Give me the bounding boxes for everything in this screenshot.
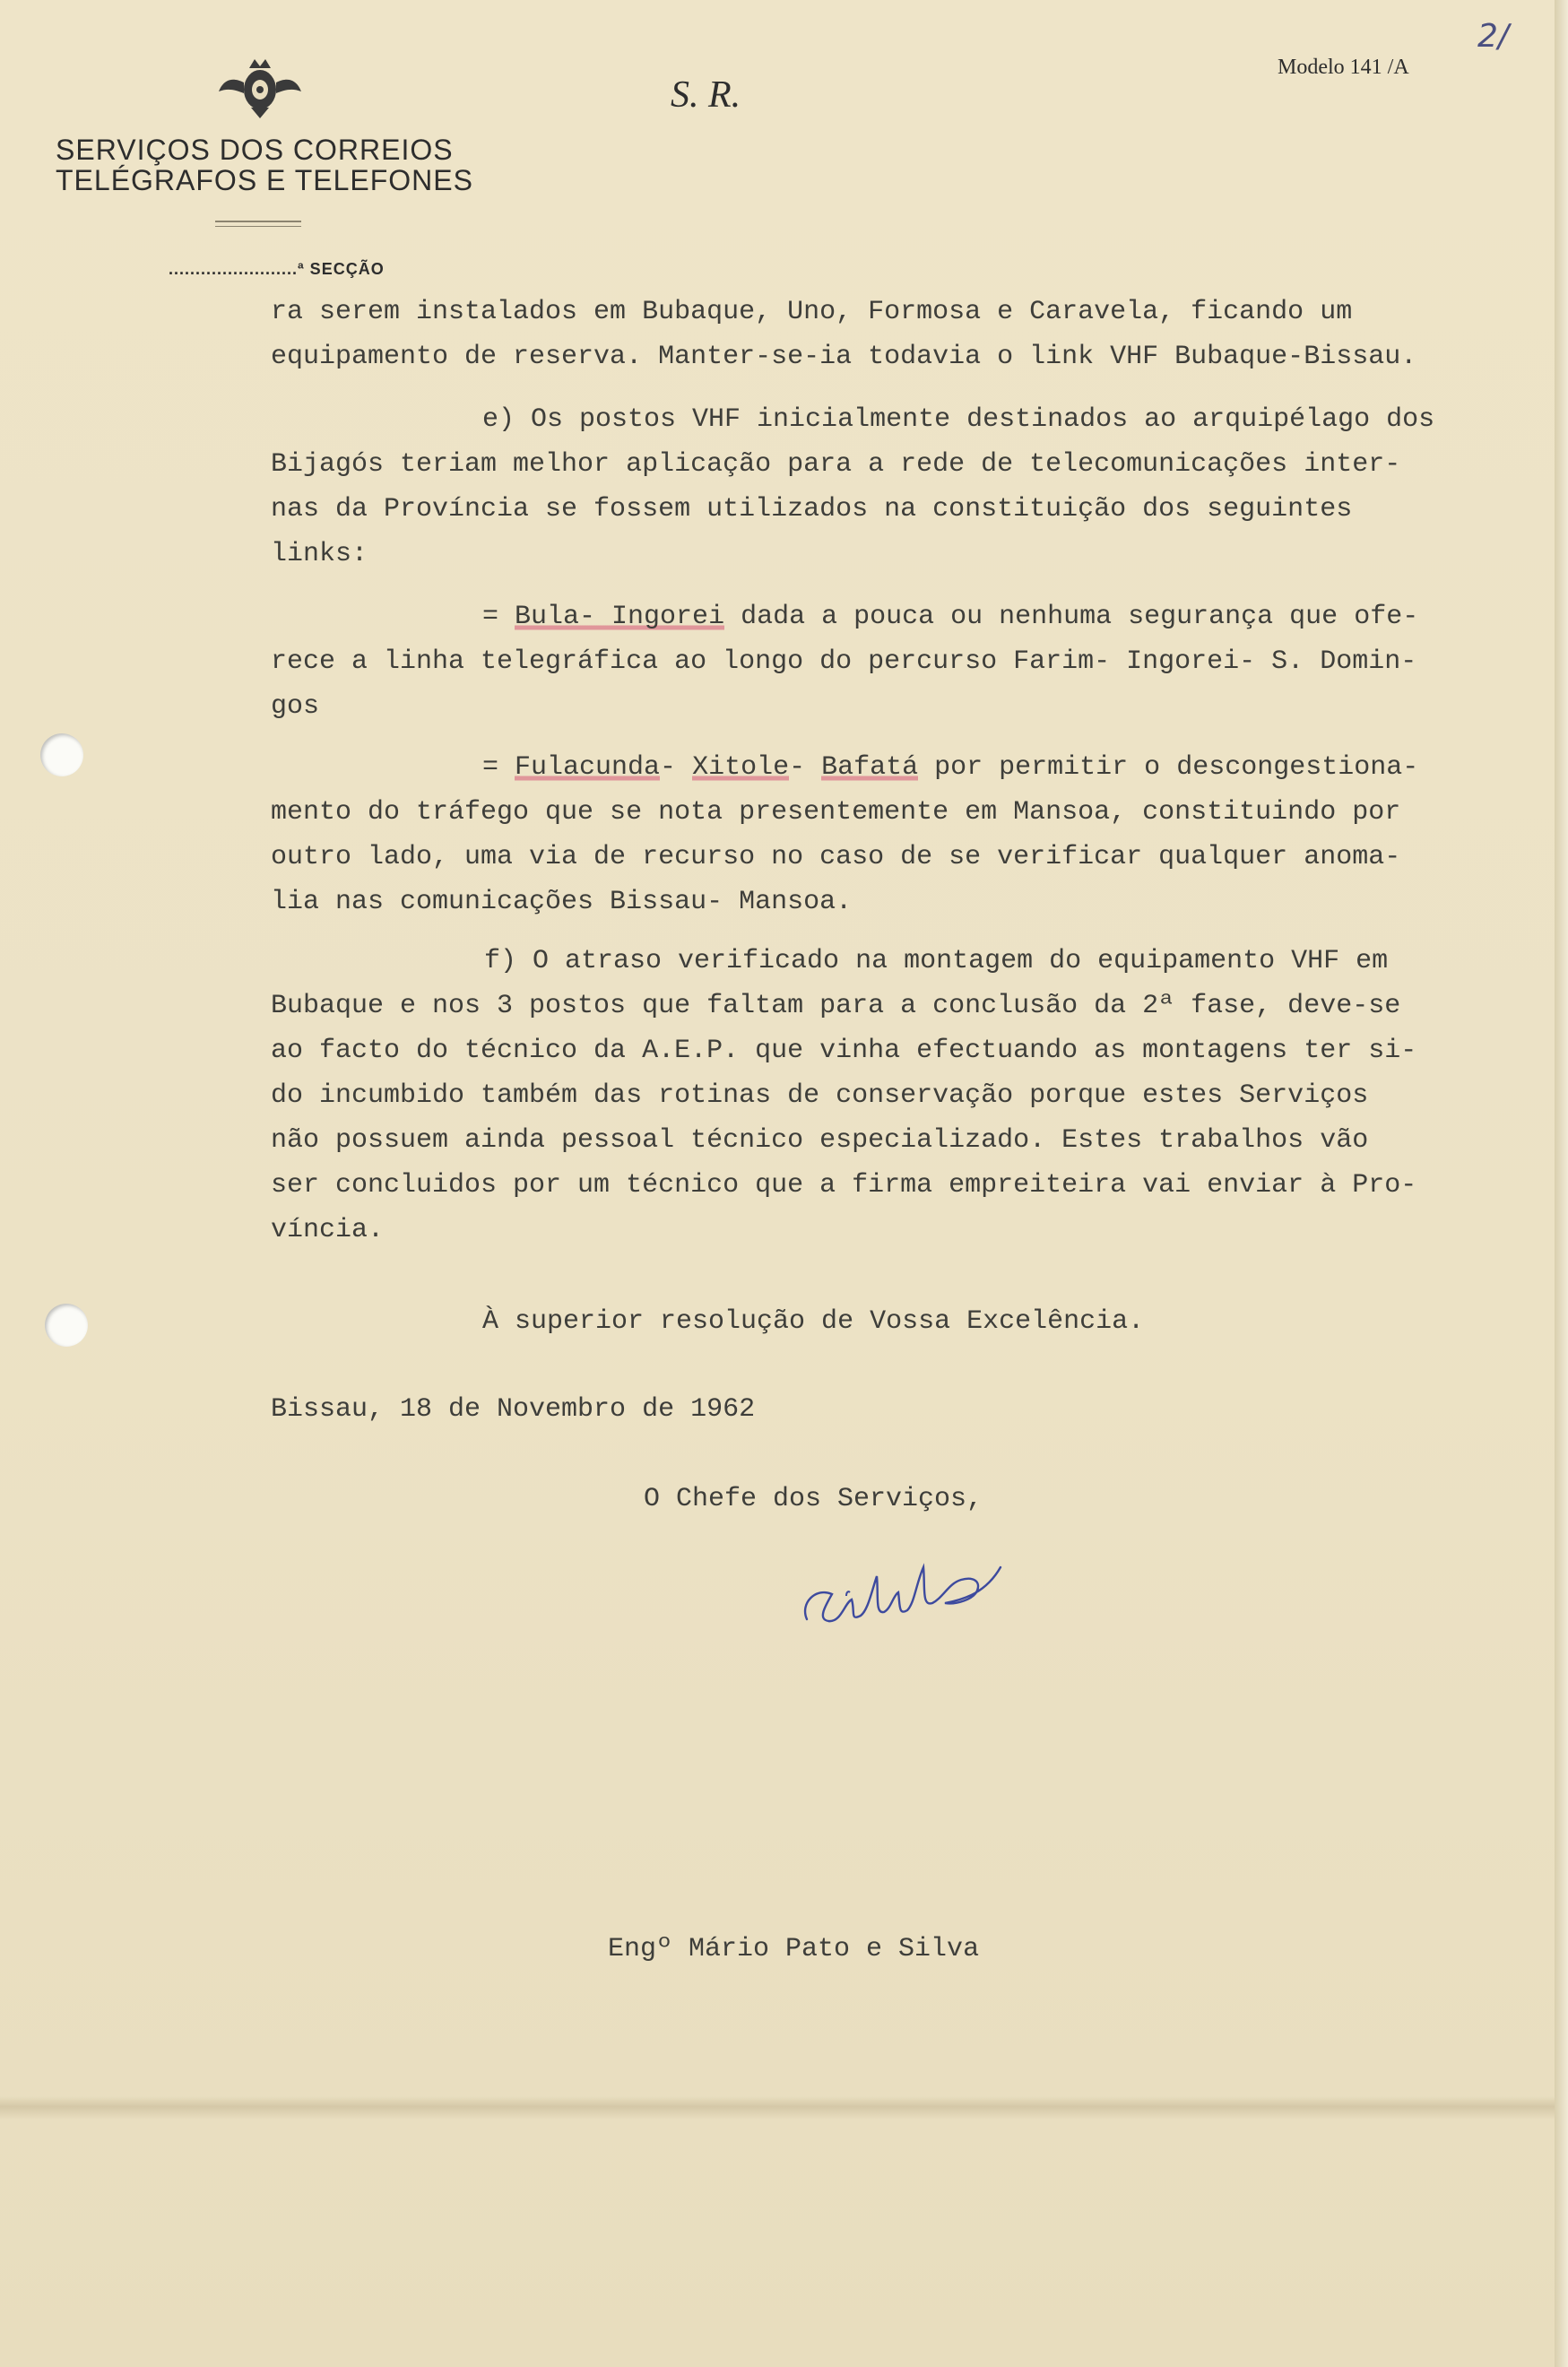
body-line: Bubaque e nos 3 postos que faltam para a conclusão da 2ª fase, deve-se bbox=[271, 991, 1401, 1021]
form-model-label: Modelo 141 /A bbox=[1278, 56, 1409, 79]
body-line: ao facto do técnico da A.E.P. que vinha efectuando as montagens ter si- bbox=[271, 1036, 1417, 1066]
punch-hole bbox=[45, 1304, 88, 1347]
highlighted-place-name: Fulacunda bbox=[515, 752, 661, 783]
highlighted-place-name: Bafatá bbox=[821, 752, 919, 783]
body-line: víncia. bbox=[271, 1215, 385, 1245]
highlighted-separator: - bbox=[579, 602, 612, 632]
body-line: mento do tráfego que se nota presentemente em Mansoa, constituindo por bbox=[271, 797, 1401, 828]
punch-hole bbox=[40, 733, 83, 776]
signoff-line: O Chefe dos Serviços, bbox=[644, 1484, 983, 1514]
classification-mark: S. R. bbox=[671, 74, 741, 116]
header-rule bbox=[215, 221, 301, 222]
page-number: 2/ bbox=[1477, 18, 1510, 55]
body-line: lia nas comunicações Bissau- Mansoa. bbox=[271, 887, 853, 917]
highlighted-place-name: Bula bbox=[515, 602, 580, 632]
separator: - bbox=[660, 752, 693, 783]
body-line: gos bbox=[271, 691, 320, 722]
body-line: do incumbido também das rotinas de conservação porque estes Serviços bbox=[271, 1080, 1369, 1111]
body-line: ra serem instalados em Bubaque, Uno, Formosa e Caravela, ficando um bbox=[271, 297, 1353, 327]
separator: - bbox=[789, 752, 822, 783]
organization-line-2: TELÉGRAFOS E TELEFONES bbox=[56, 164, 473, 196]
organization-line-1: SERVIÇOS DOS CORREIOS bbox=[56, 134, 454, 166]
closing-line: À superior resolução de Vossa Excelência. bbox=[482, 1306, 1145, 1337]
body-line: ser concluidos por um técnico que a firma empreiteira vai enviar à Pro- bbox=[271, 1170, 1417, 1201]
paper-edge bbox=[1555, 0, 1568, 2367]
body-line: não possuem ainda pessoal técnico especializado. Estes trabalhos vão bbox=[271, 1125, 1369, 1156]
list-dash: = bbox=[482, 602, 515, 632]
body-line: e) Os postos VHF inicialmente destinados ao arquipélago dos bbox=[482, 404, 1435, 435]
highlighted-place-name: Ingorei bbox=[611, 602, 725, 632]
link-item-bula-ingorei bbox=[482, 601, 1418, 633]
section-label: ........................ª SECÇÃO bbox=[169, 260, 385, 278]
header-rule bbox=[215, 226, 301, 227]
signatory-name: Engº Mário Pato e Silva bbox=[608, 1934, 980, 1964]
paper-fold-line bbox=[0, 2096, 1555, 2120]
body-text: dada a pouca ou nenhuma segurança que ofe- bbox=[724, 602, 1419, 632]
body-line: outro lado, uma via de recurso no caso de se verificar qualquer anoma- bbox=[271, 842, 1401, 872]
body-line: equipamento de reserva. Manter-se-ia todavia o link VHF Bubaque-Bissau. bbox=[271, 342, 1417, 372]
list-dash: = bbox=[482, 752, 515, 783]
body-line: rece a linha telegráfica ao longo do percurso Farim- Ingorei- S. Domin- bbox=[271, 646, 1417, 677]
body-line: links: bbox=[271, 539, 368, 569]
organization-name bbox=[56, 134, 473, 195]
highlighted-place-name: Xitole bbox=[692, 752, 790, 783]
date-line: Bissau, 18 de Novembro de 1962 bbox=[271, 1394, 756, 1425]
body-line: f) O atraso verificado na montagem do equipamento VHF em bbox=[484, 946, 1389, 976]
handwritten-signature bbox=[798, 1540, 1013, 1630]
body-text: por permitir o descongestiona- bbox=[918, 752, 1419, 783]
body-line: nas da Província se fossem utilizados na constituição dos seguintes bbox=[271, 494, 1353, 525]
link-item-fulacunda-xitole-bafata bbox=[482, 751, 1418, 784]
coat-of-arms-icon bbox=[217, 56, 303, 120]
body-line: Bijagós teriam melhor aplicação para a rede de telecomunicações inter- bbox=[271, 449, 1401, 480]
